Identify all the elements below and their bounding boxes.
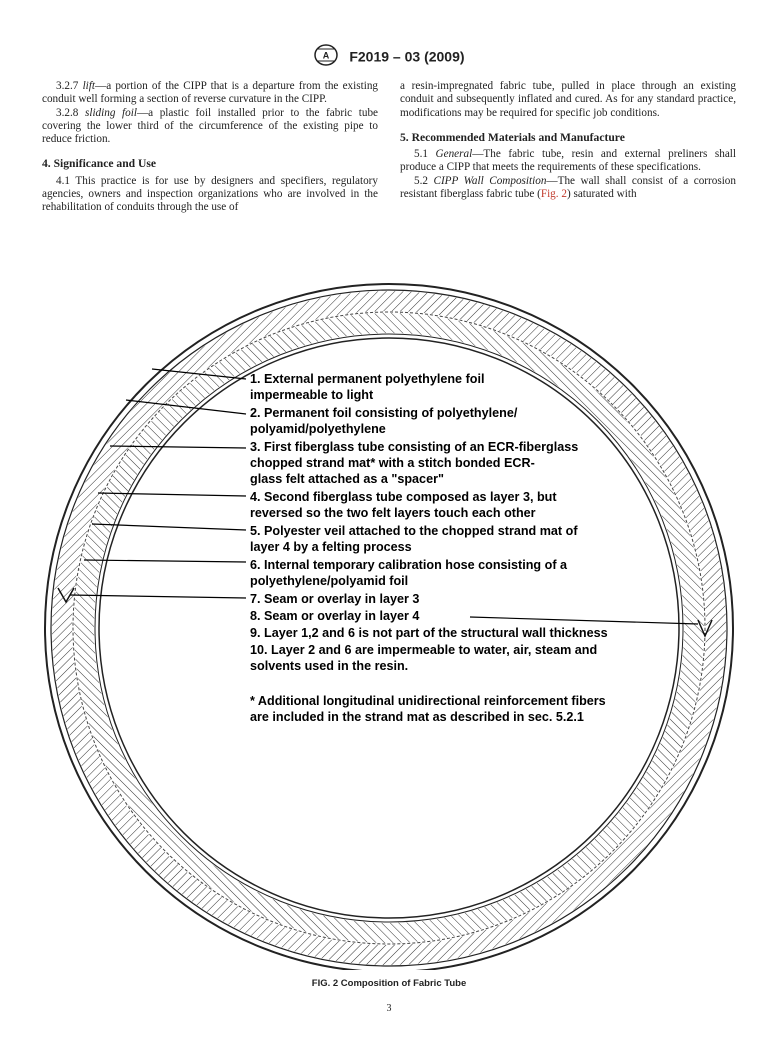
definition-sliding-foil <box>42 107 378 147</box>
legend-line: 10. Layer 2 and 6 are impermeable to water, air, steam and <box>250 643 598 657</box>
legend-line: 4. Second fiberglass tube composed as layer 3, but <box>250 490 557 504</box>
legend-line: layer 4 by a felting process <box>250 540 412 554</box>
clause-term: CIPP Wall Composition <box>433 174 547 187</box>
section-heading-4: 4. Significance and Use <box>42 157 157 171</box>
clause-text: ) saturated with <box>566 188 637 201</box>
clause-number: 3.2.8 <box>56 106 79 119</box>
clause-text: —The wall shall consist of a corrosion resistant fiberglass fabric tube ( <box>400 174 736 201</box>
legend-line: 8. Seam or overlay in layer 4 <box>250 609 420 623</box>
clause-number: 5.2 <box>414 174 428 187</box>
paragraph-4-1: 4.1 This practice is for use by designers and specifiers, regulatory agencies, owners and inspection organizations who are involved in the rehabilitation of conduits through the use of <box>42 174 378 214</box>
legend-line: 2. Permanent foil consisting of polyethylene/ <box>250 406 518 420</box>
legend-line: 7. Seam or overlay in layer 3 <box>250 592 420 606</box>
definition-lift <box>42 80 378 107</box>
legend-line: 1. External permanent polyethylene foil <box>250 372 485 386</box>
standard-designation: F2019 – 03 (2009) <box>349 48 465 65</box>
page-header <box>0 44 778 69</box>
left-column <box>42 80 378 215</box>
clause-text: —The fabric tube, resin and external preliners shall produce a CIPP that meets the requirements of these specifications. <box>400 148 737 174</box>
defined-term: lift <box>82 80 95 92</box>
legend-line: solvents used in the resin. <box>250 659 409 673</box>
defined-term: sliding foil <box>84 106 137 119</box>
svg-text:A: A <box>323 50 330 61</box>
clause-term: General <box>435 148 473 161</box>
legend-line: are included in the strand mat as described in sec. 5.2.1 <box>250 710 584 724</box>
legend-line: polyamid/polyethylene <box>250 422 386 436</box>
legend-line: 5. Polyester veil attached to the chopped strand mat of <box>250 524 578 538</box>
legend-line: 6. Internal temporary calibration hose consisting of a <box>250 558 568 572</box>
definition-text: —a plastic foil installed prior to the fabric tube covering the lower third of the circumference of the existing pipe to reduce friction. <box>42 106 379 146</box>
page-number: 3 <box>386 1003 392 1014</box>
legend-line: * Additional longitudinal unidirectional reinforcement fibers <box>250 694 606 708</box>
legend-line: 3. First fiberglass tube consisting of an ECR-fiberglass <box>250 440 579 454</box>
definition-text: —a portion of the CIPP that is a departure from the existing conduit well forming a section of reverse curvature in the CIPP. <box>42 80 379 106</box>
clause-number: 3.2.7 <box>56 80 79 92</box>
legend-line: reversed so the two felt layers touch each other <box>250 506 536 520</box>
legend-line: polyethylene/polyamid foil <box>250 574 409 588</box>
right-column <box>400 80 736 201</box>
clause-number: 5.1 <box>414 148 428 161</box>
legend-line: glass felt attached as a "spacer" <box>250 472 444 486</box>
legend-line: impermeable to light <box>250 388 374 402</box>
figure-legend <box>0 270 778 970</box>
paragraph-5-1 <box>400 148 736 175</box>
paragraph-continued: a resin-impregnated fabric tube, pulled in place through an existing conduit and subsequently inflated and cured. As for any standard practice, modifications may be required for specific job conditions. <box>400 80 736 119</box>
astm-logo-icon <box>313 44 339 69</box>
fabric-tube-figure <box>0 270 778 970</box>
figure-caption: FIG. 2 Composition of Fabric Tube <box>311 978 467 989</box>
paragraph-5-2 <box>400 175 736 202</box>
section-heading-5: 5. Recommended Materials and Manufacture <box>400 130 625 144</box>
figure-reference-link[interactable]: Fig. 2 <box>540 188 567 201</box>
legend-line: 9. Layer 1,2 and 6 is not part of the structural wall thickness <box>250 626 608 640</box>
legend-line: chopped strand mat* with a stitch bonded ECR- <box>250 456 535 470</box>
